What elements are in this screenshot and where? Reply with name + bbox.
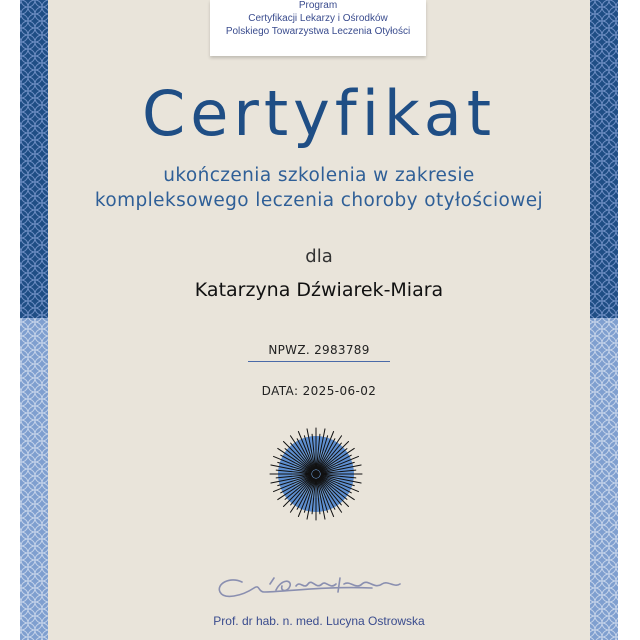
handwritten-signature [212, 570, 412, 606]
program-header [210, 0, 426, 56]
header-line-program: Program [298, 0, 338, 11]
starburst-emblem-icon [266, 424, 366, 524]
header-line-society: Polskiego Towarzystwa Leczenia Otyłości [225, 26, 411, 37]
for-label: dla [305, 246, 333, 267]
certificate-date: DATA: 2025-06-02 [261, 384, 377, 398]
certificate-subtitle-line1: ukończenia szkolenia w zakresie [163, 165, 475, 186]
npwz-number: NPWZ. 2983789 [248, 343, 390, 362]
recipient-name: Katarzyna Dźwiarek-Miara [194, 279, 444, 301]
header-line-certification: Certyfikacji Lekarzy i Ośrodków [248, 13, 388, 24]
signer-name: Prof. dr hab. n. med. Lucyna Ostrowska [213, 614, 425, 628]
certificate-title: Certyfikat [141, 77, 497, 150]
certificate-subtitle-line2: kompleksowego leczenia choroby otyłościowej [94, 190, 544, 211]
